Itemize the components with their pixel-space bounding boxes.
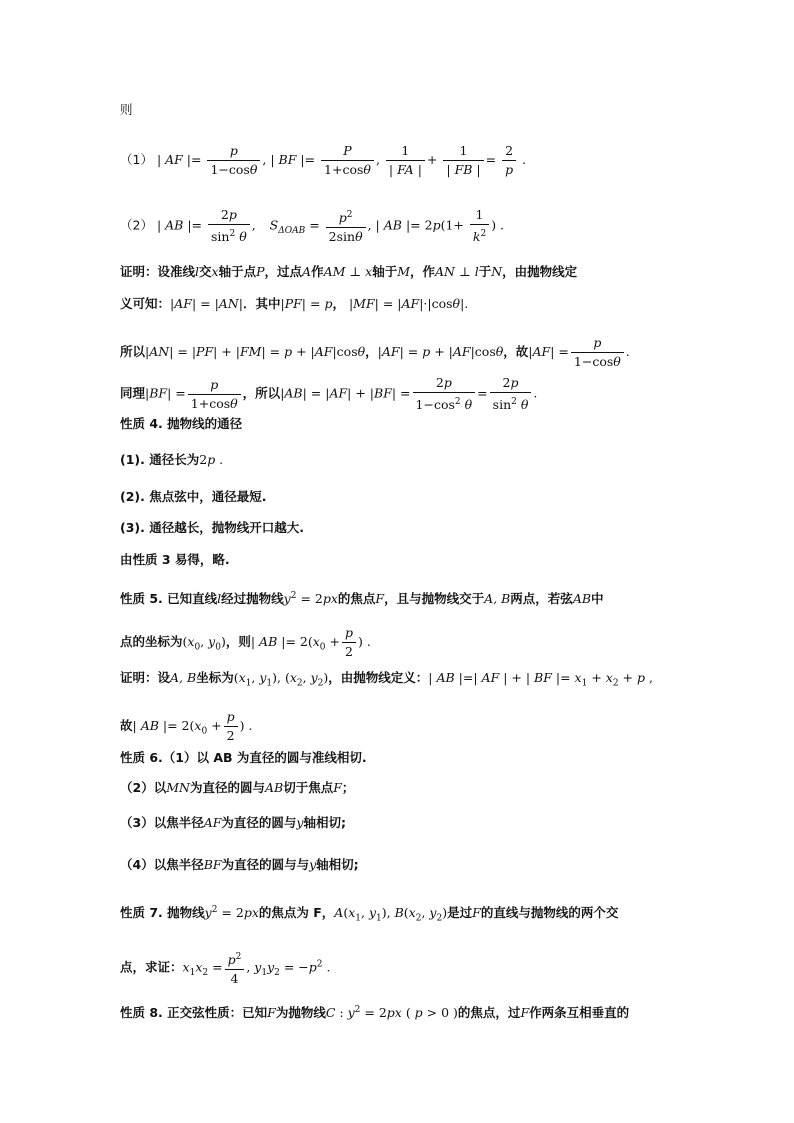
text: (3). 通径越长，抛物线开口越大. <box>120 520 304 535</box>
text: 两点，若弦 <box>510 591 573 607</box>
text: ，由抛物线定义： <box>328 670 429 685</box>
text: 于 <box>478 264 492 279</box>
fraction: $\frac{2}{p}$ <box>502 142 516 179</box>
text: 为直径的圆与 <box>189 780 265 795</box>
text: 证明：设准线 <box>120 264 196 279</box>
tongli-line: 同理|BF| = $\frac{p}{1+\cos\theta}$ ，所以|AB| = |AF| + |BF| = $\frac{2p}{1-\cos^2 \theta}$ = $\frac{2p}{\sin^2 \theta}$ . <box>120 375 538 413</box>
text: ， <box>365 344 378 359</box>
text: 点的坐标为 <box>120 634 183 649</box>
section-5-proof: 证明：设A, B坐标为($x_1$, $y_1$), ($x_2$, $y_2$)，由抛物线定义：| AB |=| AF | + | BF |= $x_1 + x_2 + p$ , <box>120 670 653 689</box>
text: ，所以 <box>242 385 281 401</box>
text: 中 <box>591 591 604 607</box>
section-7-line-1: 性质 7. 抛物线$y^2 = 2px$的焦点为 F，$A(x_1$, $y_1$), $B(x_2$, $y_2$)是过F的直线与抛物线的两个交 <box>120 905 619 924</box>
text: 则 <box>120 102 133 117</box>
text: 点，求证： <box>120 959 183 975</box>
text: 义可知： <box>120 296 171 311</box>
text: 是过 <box>447 905 473 921</box>
property-4-3 <box>120 518 304 538</box>
text: 为直径的圆与 <box>221 815 297 830</box>
text: 经过抛物线 <box>221 591 284 607</box>
text: ，作 <box>410 264 436 279</box>
fraction: $\frac{1}{k^2}$ <box>470 206 489 246</box>
property-3-note <box>120 550 230 570</box>
text: ，且与抛物线交于 <box>384 591 485 607</box>
label: （1） <box>120 152 153 167</box>
fraction: $\frac{p^2}{2\sin\theta}$ <box>326 206 366 246</box>
text: (2). 焦点弦中，通径最短. <box>120 489 267 504</box>
section-6-1 <box>120 748 367 768</box>
text: ， <box>332 296 345 311</box>
section-6-3: （3）以焦半径AF为直径的圆与y轴相切; <box>120 815 346 830</box>
text: 轴于点 <box>218 264 257 279</box>
text: ，过点 <box>264 264 303 279</box>
text: 轴于 <box>372 264 398 279</box>
section-5-conclusion: 故| AB |= $2(x_0$ + $\frac{p}{2}$ ) . <box>120 709 253 743</box>
text: 轴相切; <box>316 857 359 872</box>
text: ．其中 <box>242 296 281 311</box>
fraction: $\frac{p}{1-\cos\theta}$ <box>571 334 624 371</box>
fraction: $\frac{2p}{\sin^2 \theta}$ <box>208 206 250 246</box>
section-6-4: （4）以焦半径BF为直径的圆与与y轴相切; <box>120 857 359 872</box>
text: 的焦点 <box>337 591 376 607</box>
text: 所以 <box>120 344 146 359</box>
property-4-1: (1). 通径长为2p . <box>120 452 224 467</box>
fraction: $\frac{1}{| FA |}$ <box>386 142 425 179</box>
text-line <box>120 100 133 120</box>
section-7-line-2: 点，求证：$x_1x_2$ = $\frac{p^2}{4}$ , $y_1y_2 = -p^2$ . <box>120 948 330 988</box>
label: （2） <box>120 217 153 233</box>
text: 的焦点为 F， <box>258 905 335 921</box>
section-8-line-1: 性质 8. 正交弦性质：已知F为抛物线C : $y^2 = 2px$ ( p > 0 )的焦点，过F作两条互相垂直的 <box>120 1005 630 1021</box>
text: 的直线与抛物线的两个交 <box>480 905 619 921</box>
formula-line-2: （2） | AB |= $\frac{2p}{\sin^2 \theta}$ , $S_{\Delta OAB}$ = $\frac{p^2}{2\sin\theta}$ , | AB |= 2p(1+ $\frac{1}{k^2}$ ) . <box>120 207 505 245</box>
text: (1). 通径长为 <box>120 452 200 467</box>
text: 为抛物线 <box>275 1005 326 1021</box>
text: 故 <box>120 718 133 733</box>
fraction: $\frac{p}{1+\cos\theta}$ <box>188 376 241 413</box>
text: 同理 <box>120 385 146 401</box>
proof-line: 证明：设准线l交x轴于点P，过点A作AM ⊥ x轴于M，作AN ⊥ l于N，由抛物线定 <box>120 264 578 279</box>
fraction: $\frac{p}{1-\cos\theta}$ <box>207 142 260 179</box>
text: ，故 <box>503 344 529 359</box>
text: 性质 4. 抛物线的通径 <box>120 416 243 431</box>
fraction: $\frac{p}{2}$ <box>342 624 356 661</box>
section-5-line-1: 性质 5. 已知直线l经过抛物线$y^2 = 2px$的焦点F，且与抛物线交于A, B两点，若弦AB中 <box>120 591 604 607</box>
text: （4）以焦半径 <box>120 857 204 872</box>
fraction: $\frac{1}{| FB |}$ <box>443 142 483 179</box>
text: ，则 <box>225 634 251 649</box>
text: 为直径的圆与与 <box>221 857 310 872</box>
definition-line: 义可知：|AF| = |AN|．其中|PF| = p， |MF| = |AF|·|cosθ|. <box>120 296 469 311</box>
text: （3）以焦半径 <box>120 815 204 830</box>
suoyi-line: 所以|AN| = |PF| + |FM| = p + |AF|cosθ，|AF| = p + |AF|cosθ，故|AF| = $\frac{p}{1-\cos\theta}$ . <box>120 335 630 369</box>
section-title-4 <box>120 414 242 434</box>
text: 作两条互相垂直的 <box>529 1005 630 1021</box>
text: 作 <box>311 264 324 279</box>
fraction: $\frac{2p}{\sin^2 \theta}$ <box>490 374 532 414</box>
text: （2）以 <box>120 780 167 795</box>
text: 性质 6.（1）以 AB 为直径的圆与准线相切. <box>120 750 367 765</box>
text: 切于焦点 <box>283 780 334 795</box>
property-4-2 <box>120 487 266 507</box>
fraction: $\frac{2p}{1-\cos^2 \theta}$ <box>413 374 476 414</box>
section-5-line-2: 点的坐标为($x_0$, $y_0$)，则| AB |= $2(x_0$ + $\frac{p}{2}$ ) . <box>120 625 371 659</box>
text: 的焦点，过 <box>457 1005 521 1021</box>
formula-line-1: （1） | AF |= $\frac{p}{1-\cos\theta}$ , | BF |= $\frac{P}{1+\cos\theta}$ , $\frac{1}{| FA |}$ + $\frac{1}{| FB |}$ = $\frac{2}{p}$ . <box>120 143 527 177</box>
text: 由性质 3 易得，略. <box>120 552 230 567</box>
fraction: $\frac{p^2}{4}$ <box>225 948 245 988</box>
text: ； <box>341 780 355 795</box>
fraction: $\frac{p}{2}$ <box>224 708 238 745</box>
text: 性质 7. 抛物线 <box>120 905 205 921</box>
text: 交 <box>199 264 212 279</box>
text: 性质 8. 正交弦性质：已知 <box>120 1005 268 1021</box>
section-6-2: （2）以MN为直径的圆与AB切于焦点F； <box>120 780 355 795</box>
fraction: $\frac{P}{1+\cos\theta}$ <box>321 142 374 179</box>
text: 证明：设 <box>120 670 171 685</box>
text: 轴相切; <box>303 815 346 830</box>
text: 性质 5. 已知直线 <box>120 591 218 607</box>
text: 坐标为 <box>196 670 234 685</box>
text: ，由抛物线定 <box>502 264 578 279</box>
